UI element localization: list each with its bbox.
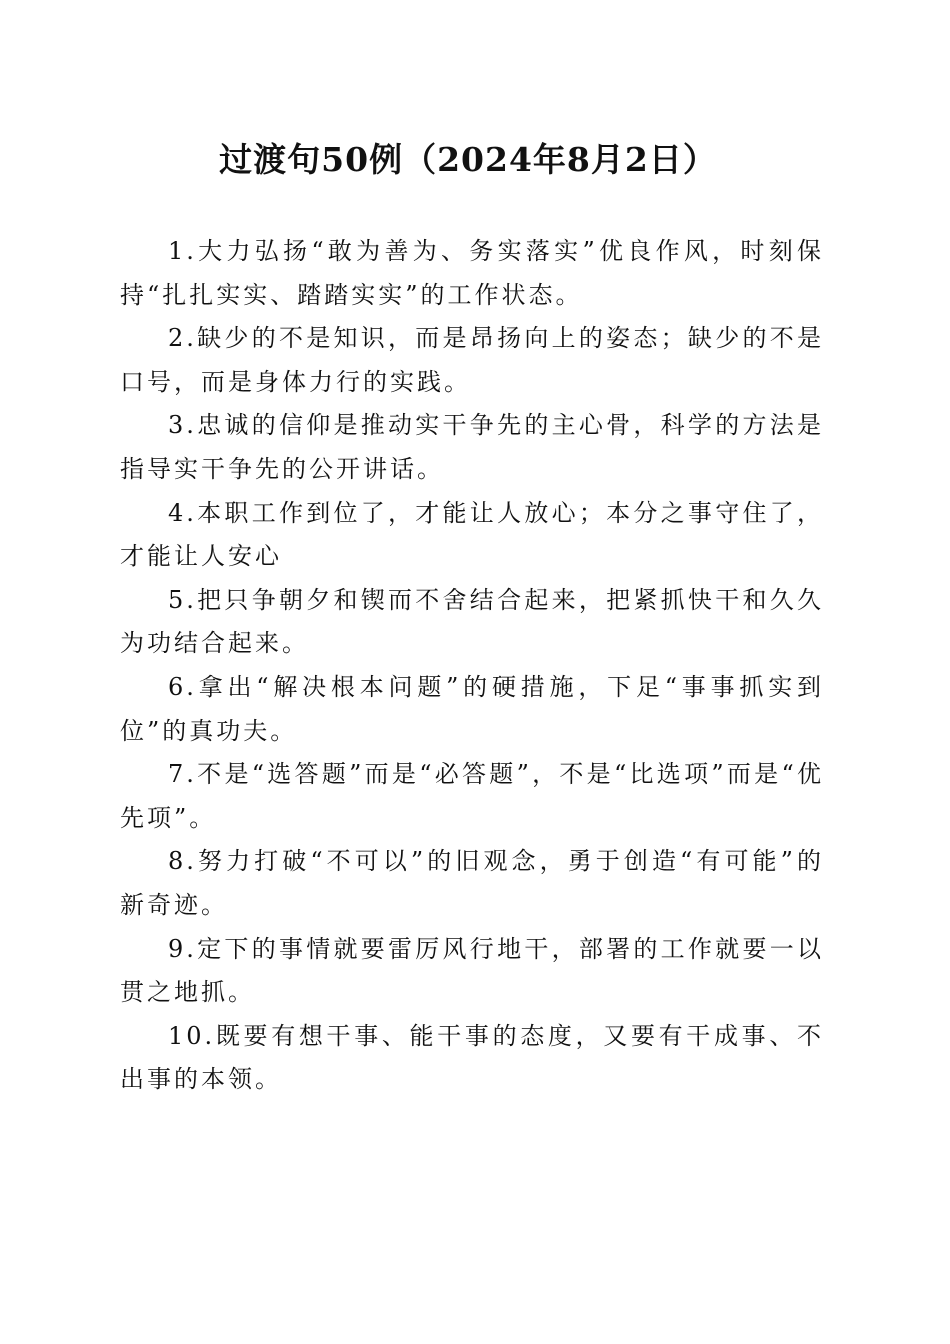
- paragraph-8: 8.努力打破“不可以”的旧观念，勇于创造“有可能”的新奇迹。: [120, 847, 824, 919]
- paragraph-2: 2.缺少的不是知识，而是昂扬向上的姿态；缺少的不是口号，而是身体力行的实践。: [120, 324, 824, 396]
- paragraph-3: 3.忠诚的信仰是推动实干争先的主心骨，科学的方法是指导实干争先的公开讲话。: [120, 411, 824, 483]
- paragraph-4: 4.本职工作到位了，才能让人放心；本分之事守住了，才能让人安心: [120, 498, 824, 571]
- paragraph-1: 1.大力弘扬“敢为善为、务实落实”优良作风，时刻保持“扎扎实实、踏踏实实”的工作状态。: [120, 237, 824, 309]
- paragraph-10: 10.既要有想干事、能干事的态度，又要有干成事、不出事的本领。: [120, 1021, 824, 1094]
- paragraph-9: 9.定下的事情就要雷厉风行地干，部署的工作就要一以贯之地抓。: [120, 934, 824, 1007]
- document-body: [120, 230, 824, 1102]
- paragraph-7: 7.不是“选答题”而是“必答题”，不是“比选项”而是“优先项”。: [120, 760, 824, 832]
- paragraph-5: 5.把只争朝夕和锲而不舍结合起来，把紧抓快干和久久为功结合起来。: [120, 585, 824, 658]
- paragraph-6: 6.拿出“解决根本问题”的硬措施，下足“事事抓实到位”的真功夫。: [120, 672, 824, 745]
- page-title: 过渡句50例（2024年8月2日）: [219, 140, 717, 179]
